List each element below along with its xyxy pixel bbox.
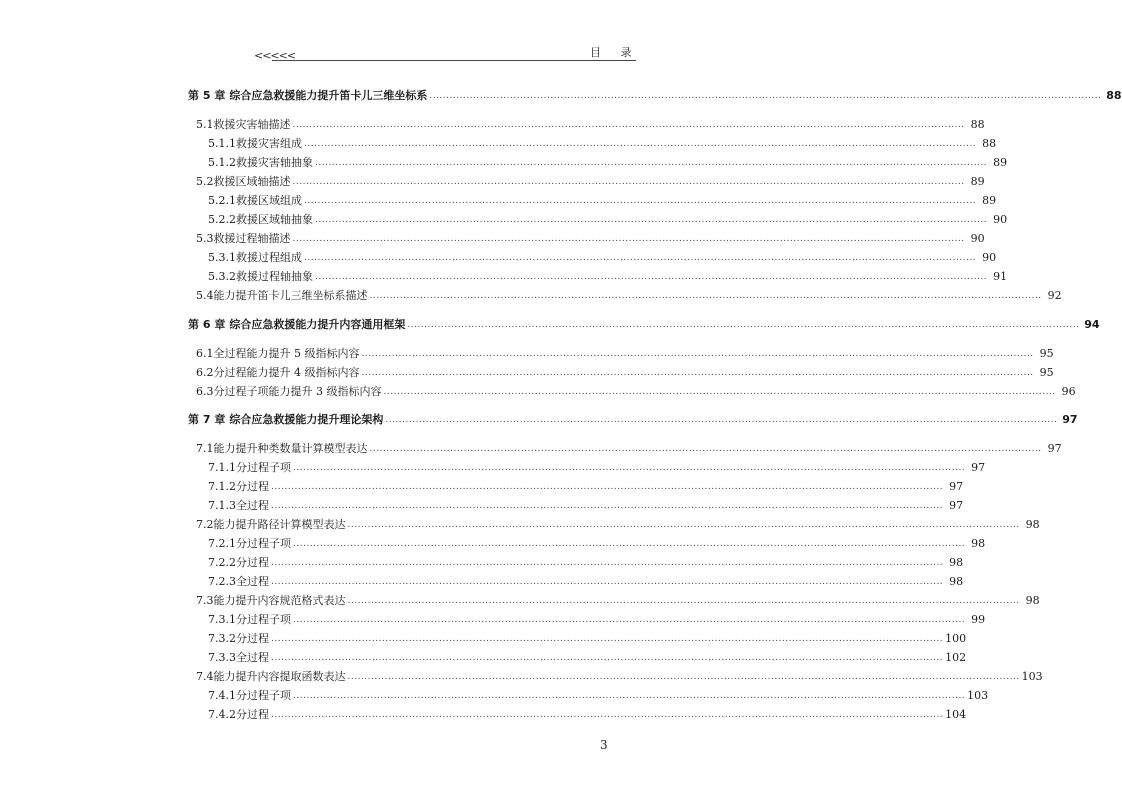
toc-section-entry	[196, 287, 1062, 305]
toc-entry-title: 救援过程轴描述	[213, 232, 291, 245]
toc-entry-page: 90	[970, 232, 985, 245]
toc-subsection-entry	[208, 192, 997, 210]
toc-entry-page: 104	[945, 708, 967, 721]
toc-entry-page: 97	[949, 499, 964, 512]
toc-entry-number: 7.4.2	[208, 708, 236, 721]
toc-entry-number: 第 6 章	[188, 318, 226, 331]
toc-entry-number: 7.4	[196, 670, 214, 683]
toc-entry-page: 98	[971, 537, 986, 550]
toc-entry-page: 95	[1039, 347, 1054, 360]
toc-entry-number: 5.1	[196, 118, 214, 131]
toc-entry-title: 救援区域组成	[236, 194, 302, 207]
toc-leader-dots: ........................................................................................................................................................................................................	[271, 710, 944, 720]
toc-entry-title: 分过程	[236, 480, 269, 493]
toc-chapter-entry	[188, 411, 1078, 429]
toc-section-entry	[196, 383, 1076, 401]
toc-leader-dots: ........................................................................................................................................................................................................	[271, 653, 944, 663]
toc-entry-number: 5.2.1	[208, 194, 236, 207]
toc-entry-number: 第 7 章	[188, 413, 226, 426]
toc-leader-dots: ........................................................................................................................................................................................................	[271, 482, 944, 492]
toc-entry-number: 7.2.2	[208, 556, 236, 569]
toc-entry-number: 7.4.1	[208, 689, 236, 702]
toc-leader-dots: ........................................................................................................................................................................................................	[293, 463, 966, 473]
toc-leader-dots: ........................................................................................................................................................................................................	[369, 291, 1042, 301]
toc-chapter-entry	[188, 87, 1122, 105]
toc-entry-number: 7.2	[196, 518, 214, 531]
toc-entry-number: 5.3	[196, 232, 214, 245]
toc-subsection-entry	[208, 459, 986, 477]
toc-entry-page: 98	[1025, 594, 1040, 607]
toc-subsection-entry	[208, 611, 986, 629]
toc-entry-title: 分过程	[236, 632, 269, 645]
toc-entry-title: 救援灾害轴描述	[213, 118, 291, 131]
toc-entry-title: 全过程	[236, 651, 269, 664]
toc-leader-dots: ........................................................................................................................................................................................................	[369, 444, 1042, 454]
toc-leader-dots: ........................................................................................................................................................................................................	[293, 615, 966, 625]
toc-entry-title: 能力提升笛卡儿三维坐标系描述	[213, 289, 368, 302]
toc-section-entry	[196, 116, 985, 134]
toc-leader-dots: ........................................................................................................................................................................................................	[293, 691, 966, 701]
toc-entry-page: 91	[993, 270, 1008, 283]
toc-subsection-entry	[208, 554, 964, 572]
toc-entry-number: 6.3	[196, 385, 214, 398]
toc-entry-title: 分过程	[236, 708, 269, 721]
toc-entry-title: 分过程子项	[236, 613, 291, 626]
toc-entry-title: 分过程子项	[236, 537, 291, 550]
toc-leader-dots: ........................................................................................................................................................................................................	[315, 158, 988, 168]
toc-section-entry	[196, 345, 1054, 363]
toc-entry-page: 92	[1047, 289, 1062, 302]
toc-entry-title: 综合应急救援能力提升内容通用框架	[229, 318, 406, 331]
toc-entry-title: 救援过程轴抽象	[236, 270, 313, 283]
toc-entry-title: 全过程	[236, 499, 269, 512]
toc-entry-page: 103	[967, 689, 989, 702]
toc-section-entry	[196, 364, 1054, 382]
header-title: 目 录	[590, 46, 640, 59]
toc-leader-dots: ........................................................................................................................................................................................................	[361, 368, 1034, 378]
toc-entry-number: 5.2	[196, 175, 214, 188]
toc-entry-title: 全过程能力提升 5 级指标内容	[213, 347, 360, 360]
toc-subsection-entry	[208, 249, 997, 267]
header-arrows: <<<<<	[254, 49, 296, 62]
toc-entry-page: 89	[993, 156, 1008, 169]
toc-entry-page: 95	[1039, 366, 1054, 379]
toc-chapter-entry	[188, 316, 1100, 334]
toc-entry-page: 88	[1106, 89, 1122, 102]
toc-entry-number: 5.1.1	[208, 137, 236, 150]
toc-entry-title: 能力提升种类数量计算模型表达	[213, 442, 368, 455]
toc-subsection-entry	[208, 706, 967, 724]
toc-entry-page: 103	[1021, 670, 1043, 683]
toc-leader-dots: ........................................................................................................................................................................................................	[304, 196, 977, 206]
page-number: 3	[600, 738, 608, 752]
toc-entry-number: 7.2.3	[208, 575, 236, 588]
toc-leader-dots: ........................................................................................................................................................................................................	[304, 139, 977, 149]
toc-subsection-entry	[208, 135, 997, 153]
toc-entry-number: 5.3.1	[208, 251, 236, 264]
toc-leader-dots: ........................................................................................................................................................................................................	[429, 91, 1102, 101]
toc-entry-page: 88	[982, 137, 997, 150]
toc-leader-dots: ........................................................................................................................................................................................................	[347, 596, 1020, 606]
toc-leader-dots: ........................................................................................................................................................................................................	[347, 672, 1020, 682]
toc-leader-dots: ........................................................................................................................................................................................................	[271, 501, 944, 511]
toc-entry-title: 全过程	[236, 575, 269, 588]
toc-leader-dots: ........................................................................................................................................................................................................	[292, 177, 965, 187]
toc-leader-dots: ........................................................................................................................................................................................................	[383, 387, 1056, 397]
toc-entry-title: 分过程子项	[236, 461, 291, 474]
toc-entry-page: 99	[971, 613, 986, 626]
toc-entry-page: 97	[971, 461, 986, 474]
toc-subsection-entry	[208, 630, 967, 648]
toc-entry-number: 5.1.2	[208, 156, 236, 169]
toc-entry-page: 98	[949, 556, 964, 569]
toc-entry-number: 7.3.2	[208, 632, 236, 645]
toc-entry-page: 89	[970, 175, 985, 188]
toc-entry-number: 7.1.2	[208, 480, 236, 493]
toc-entry-page: 98	[949, 575, 964, 588]
toc-entry-number: 7.1.1	[208, 461, 236, 474]
toc-entry-number: 7.3	[196, 594, 214, 607]
toc-leader-dots: ........................................................................................................................................................................................................	[292, 234, 965, 244]
toc-entry-number: 7.2.1	[208, 537, 236, 550]
toc-leader-dots: ........................................................................................................................................................................................................	[304, 253, 977, 263]
toc-entry-page: 98	[1025, 518, 1040, 531]
toc-entry-page: 97	[1047, 442, 1062, 455]
toc-leader-dots: ........................................................................................................................................................................................................	[271, 634, 944, 644]
toc-entry-page: 102	[945, 651, 967, 664]
toc-entry-title: 能力提升路径计算模型表达	[213, 518, 346, 531]
toc-entry-number: 第 5 章	[188, 89, 226, 102]
toc-entry-title: 救援灾害轴抽象	[236, 156, 313, 169]
toc-entry-number: 6.2	[196, 366, 214, 379]
toc-leader-dots: ........................................................................................................................................................................................................	[361, 349, 1034, 359]
toc-leader-dots: ........................................................................................................................................................................................................	[271, 577, 944, 587]
toc-subsection-entry	[208, 211, 1008, 229]
toc-leader-dots: ........................................................................................................................................................................................................	[271, 558, 944, 568]
toc-subsection-entry	[208, 497, 964, 515]
toc-leader-dots: ........................................................................................................................................................................................................	[315, 215, 988, 225]
toc-entry-number: 5.2.2	[208, 213, 236, 226]
toc-entry-title: 能力提升内容提取函数表达	[213, 670, 346, 683]
toc-entry-number: 6.1	[196, 347, 214, 360]
toc-leader-dots: ........................................................................................................................................................................................................	[347, 520, 1020, 530]
toc-section-entry	[196, 440, 1062, 458]
toc-leader-dots: ........................................................................................................................................................................................................	[315, 272, 988, 282]
toc-entry-title: 救援区域轴描述	[213, 175, 291, 188]
toc-leader-dots: ........................................................................................................................................................................................................	[385, 415, 1058, 425]
toc-entry-title: 综合应急救援能力提升笛卡儿三维坐标系	[229, 89, 428, 102]
toc-entry-title: 综合应急救援能力提升理论架构	[229, 413, 384, 426]
toc-subsection-entry	[208, 478, 964, 496]
toc-section-entry	[196, 668, 1043, 686]
toc-entry-page: 100	[945, 632, 967, 645]
toc-entry-number: 7.1	[196, 442, 214, 455]
toc-entry-number: 7.3.3	[208, 651, 236, 664]
toc-entry-page: 96	[1061, 385, 1076, 398]
toc-section-entry	[196, 230, 985, 248]
toc-entry-title: 能力提升内容规范格式表达	[213, 594, 346, 607]
toc-leader-dots: ........................................................................................................................................................................................................	[292, 120, 965, 130]
toc-subsection-entry	[208, 649, 967, 667]
toc-entry-title: 救援灾害组成	[236, 137, 302, 150]
toc-entry-page: 97	[949, 480, 964, 493]
toc-entry-page: 94	[1084, 318, 1100, 331]
toc-section-entry	[196, 173, 985, 191]
toc-entry-page: 88	[970, 118, 985, 131]
toc-entry-number: 7.1.3	[208, 499, 236, 512]
toc-entry-title: 分过程子项能力提升 3 级指标内容	[213, 385, 382, 398]
toc-section-entry	[196, 516, 1040, 534]
toc-entry-title: 救援过程组成	[236, 251, 302, 264]
toc-subsection-entry	[208, 154, 1008, 172]
toc-entry-page: 97	[1062, 413, 1078, 426]
toc-entry-title: 分过程	[236, 556, 269, 569]
toc-entry-page: 89	[982, 194, 997, 207]
toc-entry-number: 5.4	[196, 289, 214, 302]
toc-entry-title: 救援区域轴抽象	[236, 213, 313, 226]
toc-section-entry	[196, 592, 1040, 610]
toc-subsection-entry	[208, 268, 1008, 286]
toc-entry-number: 5.3.2	[208, 270, 236, 283]
toc-entry-title: 分过程能力提升 4 级指标内容	[213, 366, 360, 379]
toc-entry-number: 7.3.1	[208, 613, 236, 626]
toc-entry-page: 90	[993, 213, 1008, 226]
toc-leader-dots: ........................................................................................................................................................................................................	[293, 539, 966, 549]
toc-entry-page: 90	[982, 251, 997, 264]
toc-subsection-entry	[208, 573, 964, 591]
toc-subsection-entry	[208, 687, 989, 705]
toc-subsection-entry	[208, 535, 986, 553]
toc-entry-title: 分过程子项	[236, 689, 291, 702]
toc-leader-dots: ........................................................................................................................................................................................................	[407, 320, 1080, 330]
